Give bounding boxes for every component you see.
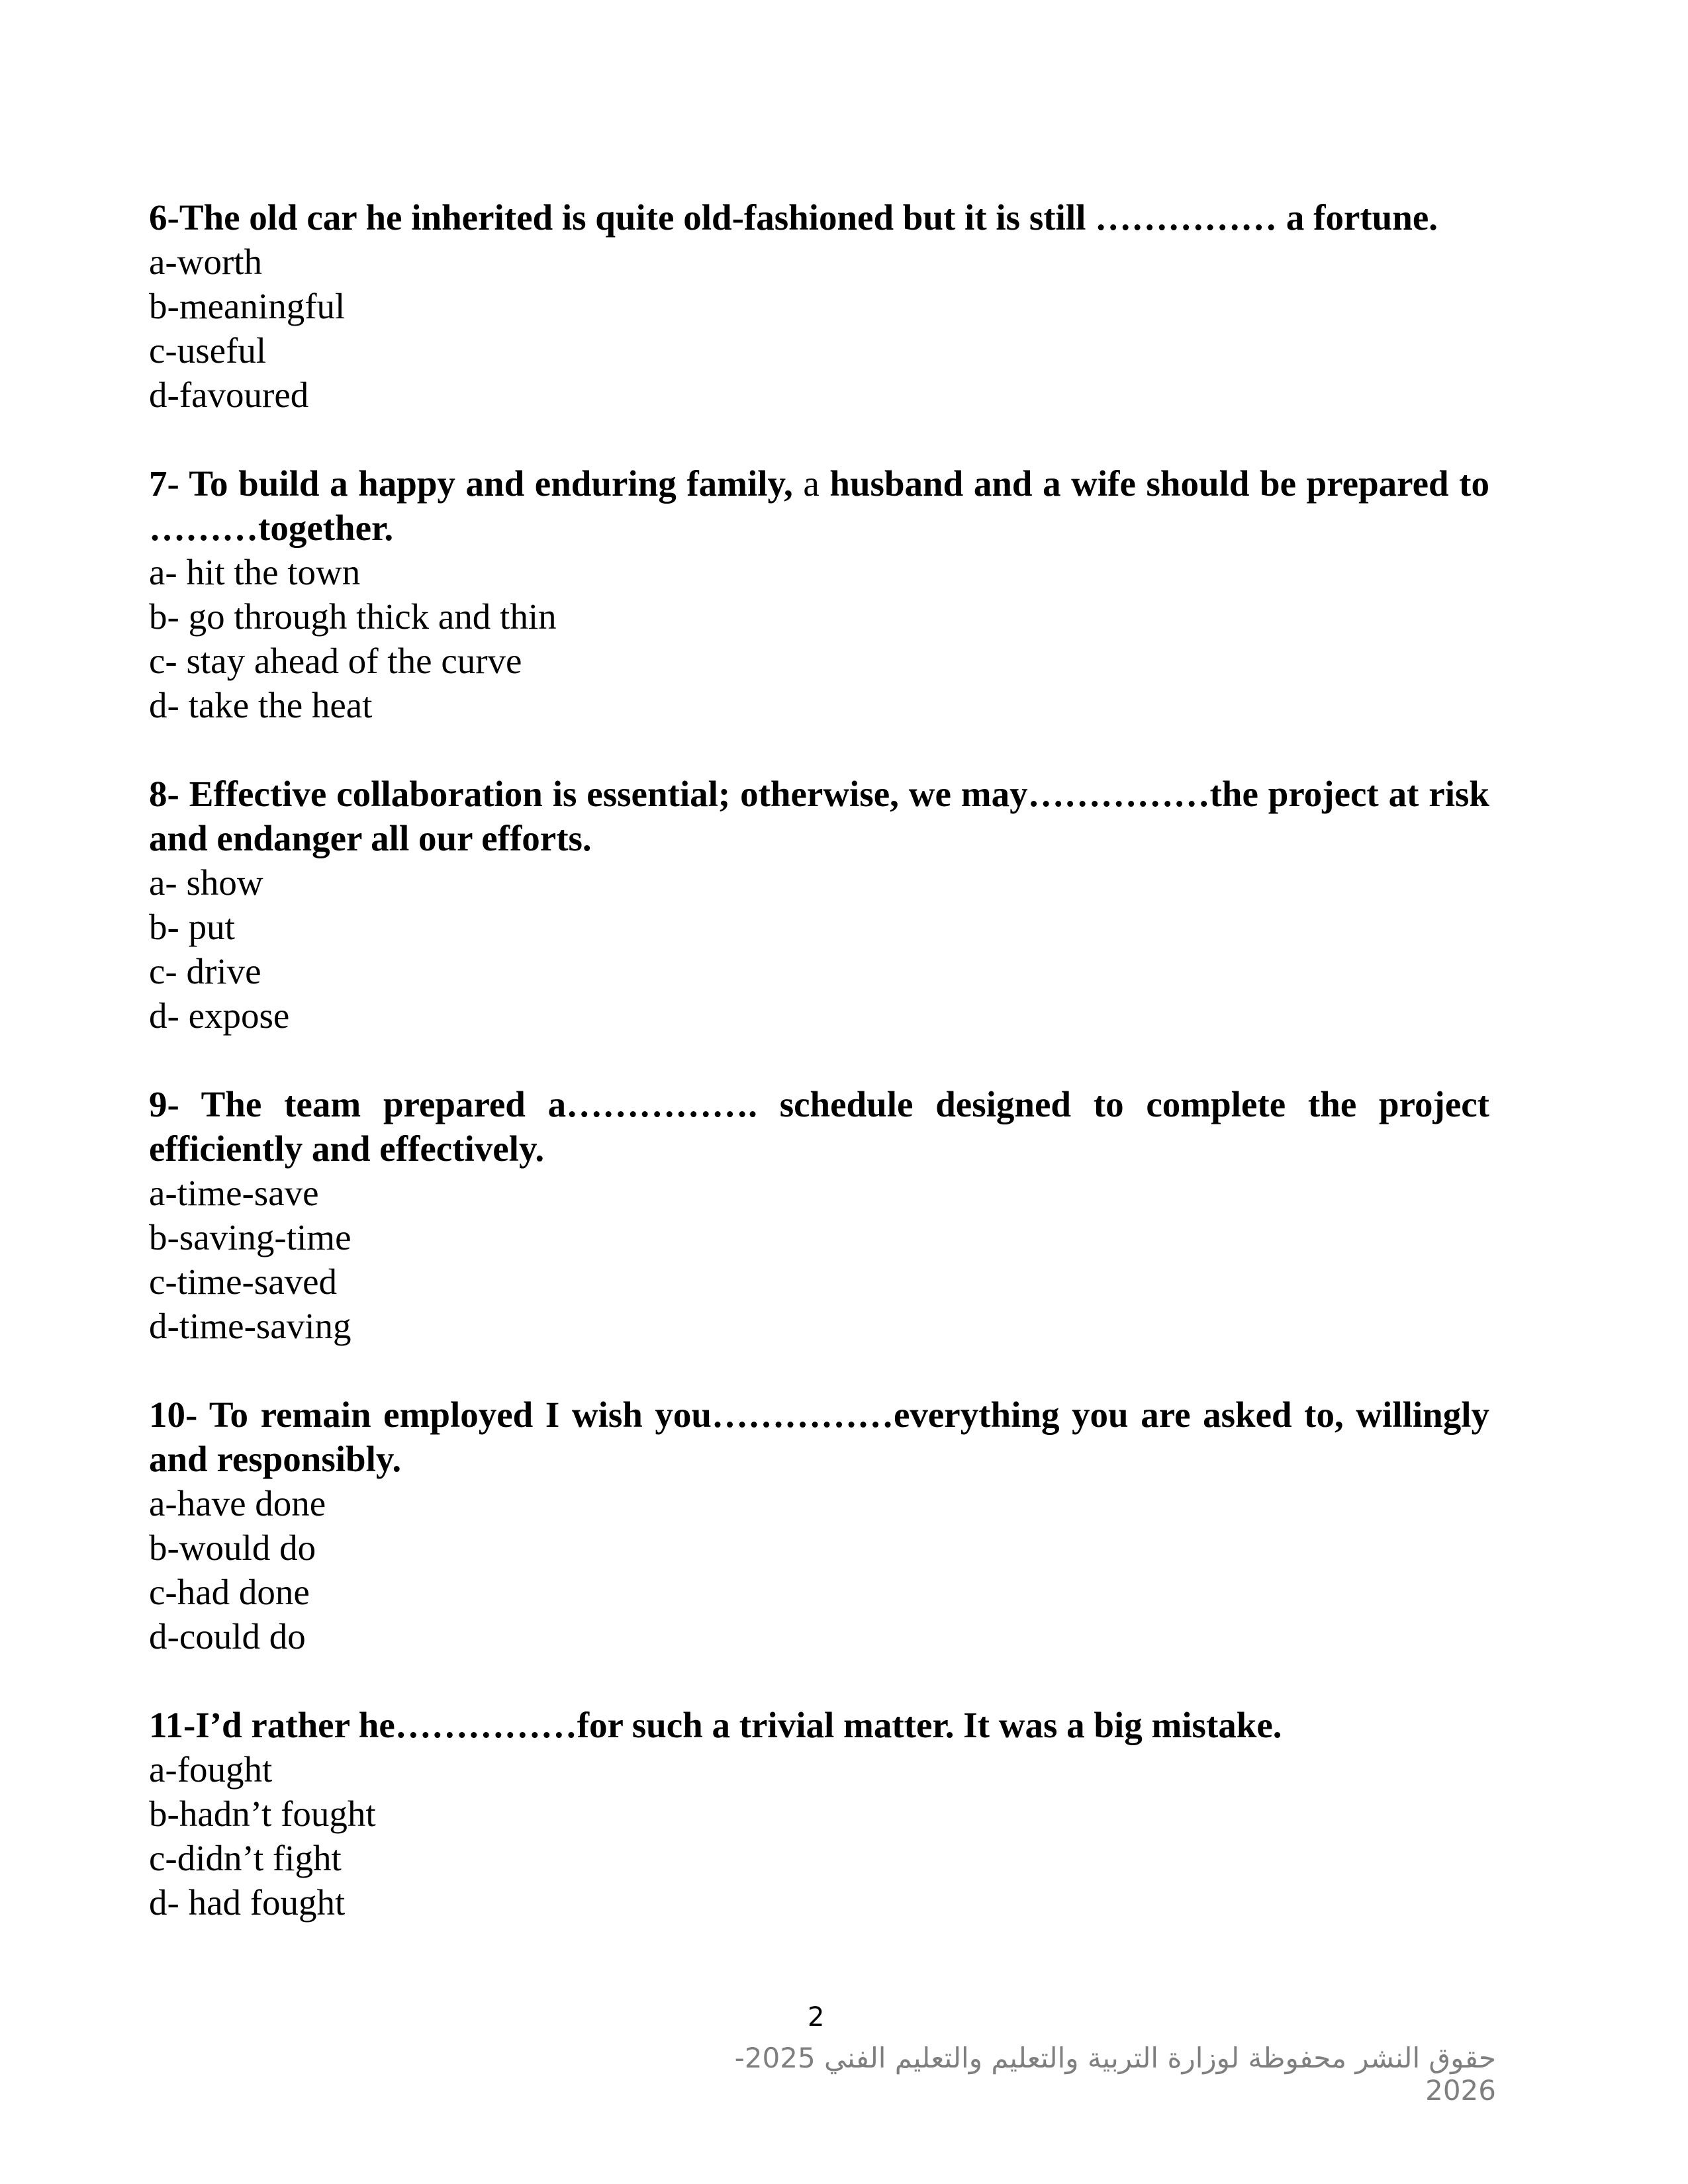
question-8 bbox=[149, 772, 1489, 1038]
option-a: a- hit the town bbox=[149, 552, 361, 592]
question-list bbox=[149, 195, 1489, 1969]
option-a: a-worth bbox=[149, 242, 263, 282]
option-c: c-had done bbox=[149, 1572, 310, 1612]
question-text: 6-The old car he inherited is quite old-fashioned but it is still …………… a fortune. bbox=[149, 197, 1438, 238]
option-c: c-useful bbox=[149, 330, 267, 371]
option-b: b-meaningful bbox=[149, 286, 346, 326]
option-a: a-fought bbox=[149, 1749, 273, 1790]
option-b: b- go through thick and thin bbox=[149, 596, 557, 637]
option-a: a- show bbox=[149, 862, 263, 903]
answer-options bbox=[149, 1171, 1489, 1348]
option-c: c-didn’t fight bbox=[149, 1838, 342, 1878]
question-text: 10- To remain employed I wish you……………everything you are asked to, willingly and responsibly. bbox=[149, 1394, 1489, 1479]
question-11 bbox=[149, 1703, 1489, 1925]
option-a: a-time-save bbox=[149, 1173, 319, 1213]
option-c: c- drive bbox=[149, 951, 261, 991]
option-c: c- stay ahead of the curve bbox=[149, 641, 522, 681]
option-d: d-favoured bbox=[149, 375, 309, 415]
option-d: d- expose bbox=[149, 995, 290, 1036]
answer-options bbox=[149, 1481, 1489, 1659]
answer-options bbox=[149, 240, 1489, 417]
footer-copyright: حقوق النشر محفوظة لوزارة التربية والتعليم والتعليم الفني 2025-2026 bbox=[734, 2042, 1496, 2107]
option-d: d-time-saving bbox=[149, 1306, 352, 1346]
question-text: 8- Effective collaboration is essential; otherwise, we may……………the project at risk and endanger all our efforts. bbox=[149, 774, 1489, 858]
option-b: b-hadn’t fought bbox=[149, 1794, 376, 1834]
answer-options bbox=[149, 1747, 1489, 1925]
answer-options bbox=[149, 860, 1489, 1038]
question-6 bbox=[149, 195, 1489, 417]
question-text: 11-I’d rather he……………for such a trivial matter. It was a big mistake. bbox=[149, 1705, 1282, 1745]
option-d: d- had fought bbox=[149, 1882, 346, 1923]
option-b: b- put bbox=[149, 907, 235, 947]
question-10 bbox=[149, 1392, 1489, 1659]
option-a: a-have done bbox=[149, 1483, 326, 1524]
question-7 bbox=[149, 461, 1489, 727]
option-d: d-could do bbox=[149, 1616, 306, 1657]
option-d: d- take the heat bbox=[149, 685, 373, 725]
option-c: c-time-saved bbox=[149, 1261, 338, 1302]
question-9 bbox=[149, 1082, 1489, 1348]
answer-options bbox=[149, 550, 1489, 727]
option-b: b-would do bbox=[149, 1527, 316, 1568]
question-text: 9- The team prepared a……………. schedule designed to complete the project efficiently and effectively. bbox=[149, 1084, 1489, 1169]
question-text: 7- To build a happy and enduring family, a husband and a wife should be prepared to ………together. bbox=[149, 463, 1489, 548]
page-number: 2 bbox=[808, 2002, 825, 2032]
option-b: b-saving-time bbox=[149, 1217, 352, 1257]
